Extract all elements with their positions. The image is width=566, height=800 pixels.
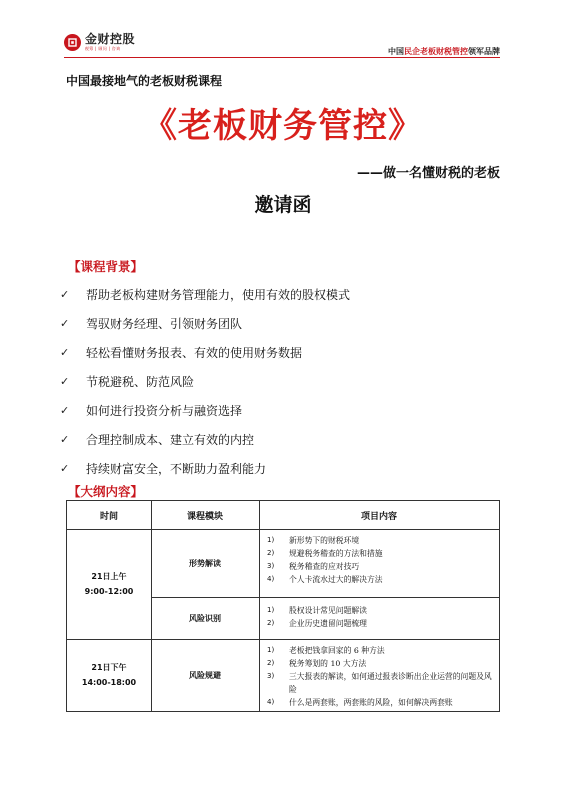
list-item <box>60 367 500 396</box>
item-text: 什么是两套账，两套账的风险，如何解决两套账 <box>289 698 453 707</box>
item-number: 1) <box>267 536 275 544</box>
item-number: 4) <box>267 575 275 583</box>
header-divider <box>64 57 500 58</box>
list-item <box>60 454 500 483</box>
list-item-text: 驾驭财务经理、引领财务团队 <box>86 317 243 331</box>
list-item <box>267 696 495 709</box>
item-text: 新形势下的财税环境 <box>289 536 360 545</box>
item-text: 股权设计常见问题解读 <box>289 606 367 615</box>
list-item <box>267 573 495 586</box>
item-number: 1) <box>267 606 275 614</box>
list-item <box>267 547 495 560</box>
list-item <box>267 617 495 630</box>
checkmark-icon: ✓ <box>60 404 70 417</box>
session-day: 21日上午 <box>91 571 127 581</box>
list-item <box>267 604 495 617</box>
list-item <box>60 338 500 367</box>
slogan-prefix: 中国 <box>388 47 404 56</box>
course-title: 《老板财务管控》 <box>143 106 423 146</box>
session-day: 21日下午 <box>91 662 127 672</box>
checkmark-icon: ✓ <box>60 288 70 301</box>
list-item <box>267 644 495 657</box>
item-number: 2) <box>267 659 275 667</box>
logo-emblem-icon <box>64 34 81 51</box>
page-header <box>0 0 566 60</box>
column-header-content: 项目内容 <box>360 511 397 522</box>
module-name: 风险规避 <box>189 670 221 680</box>
list-item <box>60 280 500 309</box>
brand-slogan <box>388 46 500 57</box>
item-text: 税务稽查的应对技巧 <box>289 562 360 571</box>
checkmark-icon: ✓ <box>60 317 70 330</box>
list-item <box>60 396 500 425</box>
checkmark-icon: ✓ <box>60 433 70 446</box>
brand-name: 金财控股 <box>85 32 136 46</box>
list-item-text: 持续财富安全，不断助力盈利能力 <box>86 462 267 476</box>
list-item <box>267 670 495 696</box>
item-text: 老板把钱拿回家的 6 种方法 <box>289 646 385 655</box>
session-time <box>67 529 151 639</box>
list-item-text: 轻松看懂财务报表、有效的使用财务数据 <box>86 346 303 360</box>
list-item <box>267 534 495 547</box>
list-item <box>60 309 500 338</box>
item-number: 2) <box>267 619 275 627</box>
course-subtitle: ——做一名懂财税的老板 <box>356 166 500 181</box>
module-name: 风险识别 <box>189 613 221 623</box>
item-number: 2) <box>267 549 275 557</box>
item-number: 3) <box>267 672 275 680</box>
background-section-heading: 【课程背景】 <box>68 259 144 274</box>
module-name: 形势解读 <box>189 558 221 568</box>
session-hours: 9:00-12:00 <box>84 587 134 596</box>
slogan-suffix: 领军品牌 <box>468 47 500 56</box>
item-text: 三大报表的解读，如何通过报表诊断出企业运营的问题及风险 <box>289 672 492 694</box>
list-item-text: 节税避税、防范风险 <box>86 375 195 389</box>
course-tagline: 中国最接地气的老板财税课程 <box>66 74 223 88</box>
brand-logo <box>64 33 135 51</box>
background-list <box>60 280 500 483</box>
list-item-text: 帮助老板构建财务管理能力，使用有效的股权模式 <box>86 288 351 302</box>
checkmark-icon: ✓ <box>60 375 70 388</box>
item-text: 规避税务稽查的方法和措施 <box>289 549 383 558</box>
brand-subtitle: 税筹 | 顾问 | 咨询 <box>85 46 121 51</box>
item-text: 税务筹划的 10 大方法 <box>289 659 367 668</box>
item-number: 3) <box>267 562 275 570</box>
item-text: 企业历史遗留问题梳理 <box>289 619 367 628</box>
list-item-text: 合理控制成本、建立有效的内控 <box>86 433 255 447</box>
session-time <box>67 639 151 711</box>
checkmark-icon: ✓ <box>60 462 70 475</box>
column-header-time: 时间 <box>99 511 118 522</box>
item-number: 4) <box>267 698 275 706</box>
table-divider <box>259 501 260 711</box>
list-item-text: 如何进行投资分析与融资选择 <box>86 404 243 418</box>
module-items <box>267 534 495 586</box>
list-item <box>60 425 500 454</box>
module-items <box>267 604 495 630</box>
session-hours: 14:00-18:00 <box>81 678 137 687</box>
module-items <box>267 644 495 709</box>
checkmark-icon: ✓ <box>60 346 70 359</box>
item-number: 1) <box>267 646 275 654</box>
list-item <box>267 657 495 670</box>
item-text: 个人卡流水过大的解决方法 <box>289 575 383 584</box>
column-header-module: 课程模块 <box>186 511 223 522</box>
slogan-highlight: 民企老板财税管控 <box>404 47 468 56</box>
list-item <box>267 560 495 573</box>
invitation-heading: 邀请函 <box>254 194 312 216</box>
outline-table <box>66 500 500 712</box>
outline-section-heading: 【大纲内容】 <box>68 484 144 499</box>
